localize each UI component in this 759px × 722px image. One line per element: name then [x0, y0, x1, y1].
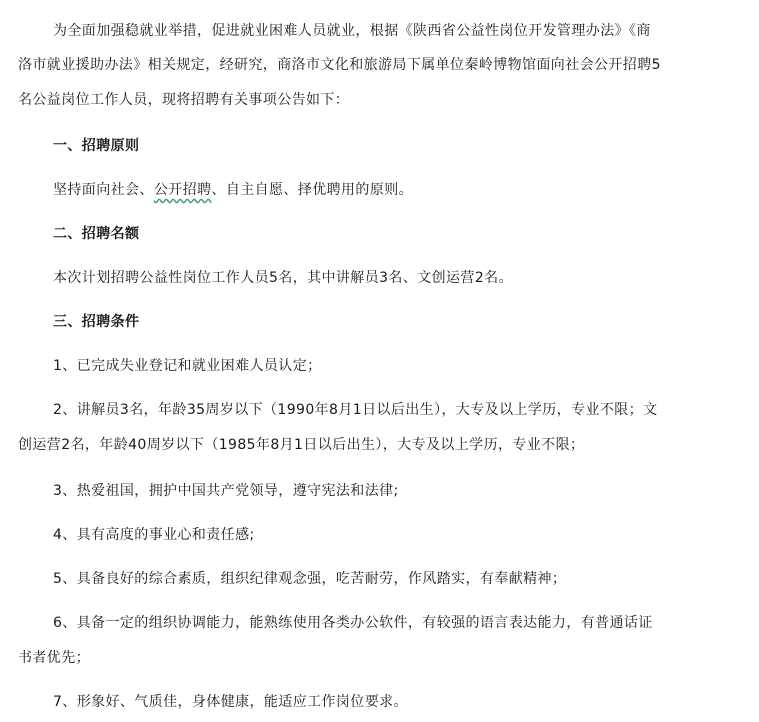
intro-paragraph-line-3: 名公益岗位工作人员，现将招聘有关事项公告如下： [18, 92, 350, 108]
condition-1: 1、已完成失业登记和就业困难人员认定； [53, 358, 322, 374]
quota-paragraph: 本次计划招聘公益性岗位工作人员5名，其中讲解员3名、文创运营2名。 [53, 270, 513, 286]
condition-2-line-1: 2、讲解员3名，年龄35周岁以下（1990年8月1日以后出生），大专及以上学历，专业不限；文 [53, 402, 658, 418]
principles-text-c: 、自主自愿、择优聘用的原则。 [211, 182, 414, 198]
principles-paragraph [18, 177, 708, 204]
section-heading-conditions: 三、招聘条件 [53, 314, 140, 330]
condition-6-line-1: 6、具备一定的组织协调能力，能熟练使用各类办公软件，有较强的语言表达能力，有普通话证 [53, 615, 653, 631]
intro-paragraph-line-2: 洛市就业援助办法》相关规定，经研究，商洛市文化和旅游局下属单位秦岭博物馆面向社会公开招聘5 [18, 57, 661, 73]
section-heading-principles: 一、招聘原则 [53, 138, 140, 154]
condition-6-line-2: 书者优先； [18, 650, 90, 666]
principles-text-highlighted: 公开招聘 [153, 182, 212, 198]
principles-text-a: 坚持面向社会、 [53, 182, 154, 198]
section-heading-quota: 二、招聘名额 [53, 226, 140, 242]
condition-4: 4、具有高度的事业心和责任感; [53, 527, 255, 543]
condition-5: 5、具备良好的综合素质，组织纪律观念强，吃苦耐劳，作风踏实，有奉献精神； [53, 571, 567, 587]
condition-7: 7、形象好、气质佳，身体健康，能适应工作岗位要求。 [53, 694, 408, 710]
intro-paragraph-line-1: 为全面加强稳就业举措，促进就业困难人员就业，根据《陕西省公益性岗位开发管理办法》《商 [53, 23, 651, 39]
condition-3: 3、热爱祖国，拥护中国共产党领导，遵守宪法和法律; [53, 483, 399, 499]
condition-2-line-2: 创运营2名，年龄40周岁以下（1985年8月1日以后出生），大专及以上学历，专业不限； [18, 437, 585, 453]
